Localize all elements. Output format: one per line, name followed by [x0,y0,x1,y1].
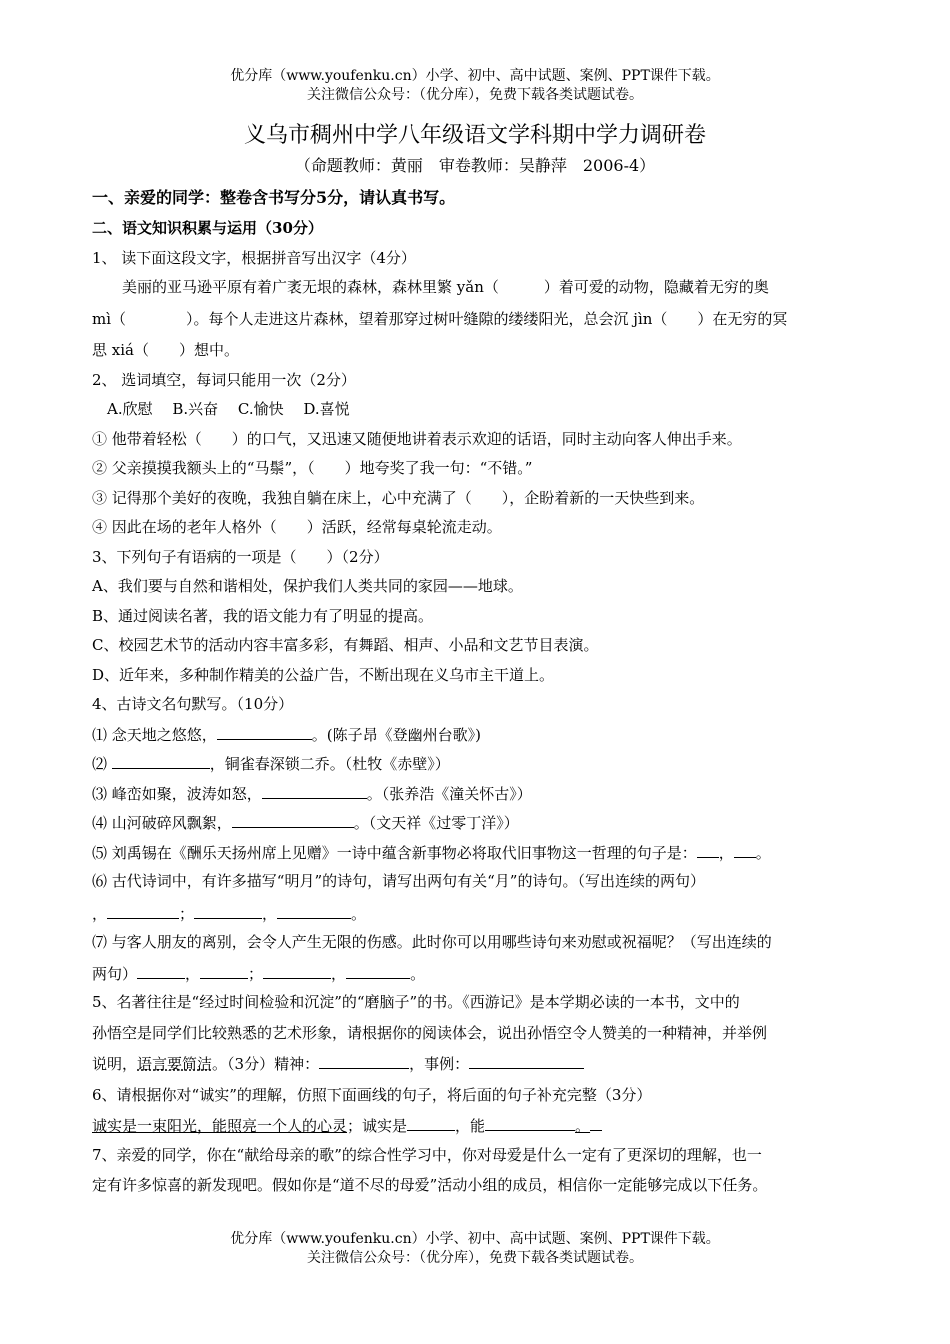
q7-line-1: 7、亲爱的同学，你在“献给母亲的歌”的综合性学习中，你对母爱是什么一定有了更深切的理解，也一 [92,1146,762,1164]
q4-blank-7c[interactable] [263,963,331,979]
q4-item-6-blanks: ， ； ， 。 [92,905,367,923]
q4-blank-6a[interactable] [107,903,179,919]
q4-blank-6c[interactable] [277,903,351,919]
q4-item-7-blanks: 两句） ， ； ， 。 [92,965,426,983]
header-line-2: 关注微信公众号：（优分库），免费下载各类试题试卷。 [307,87,643,103]
q2-sentence-2: ② 父亲摸摸我额头上的“马鬃”，（ ）地夸奖了我一句：“不错。” [92,459,533,477]
q6-blank-tail [590,1115,602,1131]
q5-blank-spirit[interactable] [319,1053,409,1069]
q5-blank-example[interactable] [469,1053,584,1069]
footer-line-2: 关注微信公众号：（优分库），免费下载各类试题试卷。 [307,1250,643,1266]
q2-sentence-1: ① 他带着轻松（ ）的口气，又迅速又随便地讲着表示欢迎的话语，同时主动向客人伸出手来。 [92,430,742,448]
q5-emphasis: 语言要简洁 [137,1055,213,1073]
exam-subtitle: （命题教师：黄丽 审卷教师：吴静萍 2006-4） [294,156,656,175]
q4-item-3: ⑶ 峰峦如聚，波涛如怒， 。（张养浩《潼关怀古》） [92,785,532,803]
q5-line-1: 5、名著往往是“经过时间检验和沉淀”的“磨脑子”的书。《西游记》是本学期必读的一本书，文中的 [92,993,740,1011]
q4-item-2: ⑵ ，铜雀春深锁二乔。（杜牧《赤壁》） [92,755,450,773]
q1-prompt: 1、 读下面这段文字，根据拼音写出汉字（4分） [92,249,416,267]
q4-blank-3[interactable] [262,783,367,799]
q4-blank-7b[interactable] [200,963,248,979]
q4-item-5: ⑸ 刘禹锡在《酬乐天扬州席上见赠》一诗中蕴含新事物必将取代旧事物这一哲理的句子是： ， 。 [92,844,771,862]
q6-example-sentence: 诚实是一束阳光，能照亮一个人的心灵 [92,1117,348,1135]
q4-item-7: ⑺ 与客人朋友的离别，会令人产生无限的伤感。此时你可以用哪些诗句来劝慰或祝福呢？（写出连续的 [92,933,772,951]
q2-options: A.欣慰 B.兴奋 C.愉快 D.喜悦 [92,400,350,418]
q5-line-3: 说明，语言要简洁。（3分）精神： ，事例： [92,1053,872,1074]
q4-item-1: ⑴ 念天地之悠悠， 。(陈子昂《登幽州台歌》) [92,726,481,744]
q6-blank-1[interactable] [407,1115,455,1131]
q4-item-4: ⑷ 山河破碎风飘絮， 。（文天祥《过零丁洋》） [92,814,519,832]
q5-line-2: 孙悟空是同学们比较熟悉的艺术形象，请根据你的阅读体会，说出孙悟空令人赞美的一种精神，并举例 [92,1024,768,1042]
q1-passage-line-2: mì（ ）。每个人走进这片森林，望着那穿过树叶缝隙的缕缕阳光，总会沉 jìn（ ）在无穷的冥 [92,310,788,328]
q6-prompt: 6、请根据你对“诚实”的理解，仿照下面画线的句子，将后面的句子补充完整（3分） [92,1086,652,1104]
q4-blank-1[interactable] [217,724,312,740]
q4-item-6: ⑹ 古代诗词中，有许多描写“明月”的诗句，请写出两句有关“月”的诗句。（写出连续的两句） [92,872,705,890]
q6-blank-2[interactable] [485,1115,575,1131]
q3-option-b: B、通过阅读名著，我的语文能力有了明显的提高。 [92,607,434,625]
q7-line-2: 定有许多惊喜的新发现吧。假如你是“道不尽的母爱”活动小组的成员，相信你一定能够完成以下任务。 [92,1176,768,1194]
q1-passage-line-1: 美丽的亚马逊平原有着广袤无垠的森林，森林里繁 yǎn（ ）着可爱的动物，隐藏着无穷的奥 [92,278,769,296]
header-line-1: 优分库（www.youfenku.cn）小学、初中、高中试题、案例、PPT课件下载。 [230,68,720,84]
q3-option-d: D、近年来，多种制作精美的公益广告，不断出现在义乌市主干道上。 [92,666,555,684]
section-2-heading: 二、语文知识积累与运用（30分） [92,219,323,237]
q4-blank-5a[interactable] [697,842,719,858]
q4-blank-2[interactable] [112,753,210,769]
q3-option-a: A、我们要与自然和谐相处，保护我们人类共同的家园——地球。 [92,577,523,595]
q4-blank-7d[interactable] [346,963,410,979]
q3-option-c: C、校园艺术节的活动内容丰富多彩，有舞蹈、相声、小品和文艺节目表演。 [92,636,599,654]
q1-passage-line-3: 思 xiá（ ）想中。 [92,341,239,359]
q4-blank-6b[interactable] [194,903,262,919]
q2-sentence-4: ④ 因此在场的老年人格外（ ）活跃，经常每桌轮流走动。 [92,518,502,536]
q4-blank-7a[interactable] [137,963,185,979]
exam-title: 义乌市稠州中学八年级语文学科期中学力调研卷 [243,123,706,148]
q2-prompt: 2、 选词填空，每词只能用一次（2分） [92,371,356,389]
q3-prompt: 3、下列句子有语病的一项是（ ）（2分） [92,548,389,566]
section-1-heading: 一、亲爱的同学：整卷含书写分5分，请认真书写。 [92,188,456,207]
q4-prompt: 4、古诗文名句默写。（10分） [92,695,294,713]
footer-line-1: 优分库（www.youfenku.cn）小学、初中、高中试题、案例、PPT课件下载。 [230,1231,720,1247]
q2-sentence-3: ③ 记得那个美好的夜晚，我独自躺在床上，心中充满了（ ），企盼着新的一天快些到来。 [92,489,705,507]
q4-blank-5b[interactable] [734,842,756,858]
q6-line: 诚实是一束阳光，能照亮一个人的心灵；诚实是 ，能 。 [92,1115,872,1136]
q4-blank-4[interactable] [232,812,354,828]
